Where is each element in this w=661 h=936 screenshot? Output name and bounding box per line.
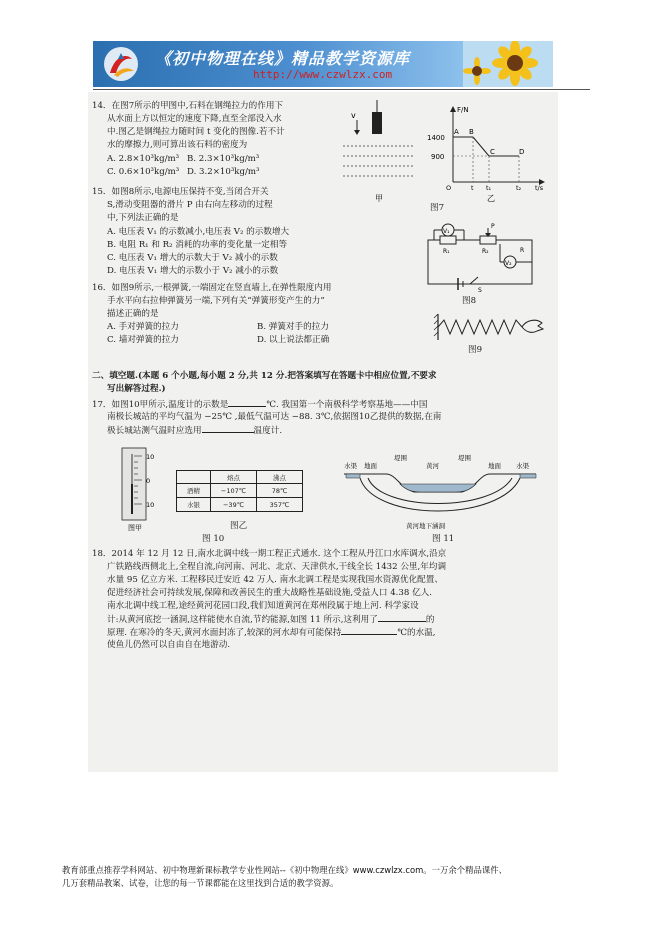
q17-line-2: 南极长城站的平均气温为 −25℃ ,最低气温可达 −88. 3℃,依据图10乙提供的数据,在南 bbox=[107, 412, 442, 422]
site-title: 《初中物理在线》精品教学资源库 bbox=[155, 49, 411, 68]
q16-option-d: D. 以上说法都正确 bbox=[257, 335, 330, 345]
figure-8-circuit bbox=[420, 222, 540, 294]
velocity-label: v bbox=[351, 111, 356, 120]
fig7-yi-graph bbox=[427, 106, 545, 203]
fig8-r: R bbox=[520, 247, 525, 254]
fig10-thermometer bbox=[110, 444, 170, 532]
fig8-r2: R₂ bbox=[482, 248, 489, 255]
fig11-canal-left: 水渠 bbox=[344, 462, 357, 470]
fig7-yi-label: 乙 bbox=[487, 194, 495, 203]
q14-line-2: 从水面上方以恒定的速度下降,直至全部没入水 bbox=[107, 114, 282, 124]
table-header-cell bbox=[177, 471, 211, 484]
hand-icon bbox=[522, 320, 543, 332]
table-header-cell: 沸点 bbox=[257, 471, 303, 484]
fig8-v1: V₁ bbox=[443, 228, 450, 235]
fig11-ground-right: 地面 bbox=[488, 462, 501, 470]
fig9-caption: 图9 bbox=[468, 345, 483, 355]
q14-line-4: 水的摩擦力,则可算出该石料的密度为 bbox=[107, 140, 248, 150]
table-cell: −107℃ bbox=[211, 484, 257, 498]
fig10-caption: 图 10 bbox=[202, 534, 225, 544]
table-cell: 酒精 bbox=[177, 484, 211, 498]
q15-line-1: 15．如图8所示,电源电压保持不变,当闭合开关 bbox=[92, 187, 269, 197]
q14-line-1: 14．在图7所示的甲图中,石料在钢绳拉力的作用下 bbox=[92, 101, 284, 111]
q16-line-2: 手水平向右拉伸弹簧另一端,下列有关“弹簧形变产生的力” bbox=[107, 296, 325, 306]
q18-line-7: 原理. 在寒冷的冬天,黄河水面封冻了,较深的河水却有可能保持 ℃的水温, bbox=[107, 628, 436, 638]
q18-blank-2[interactable] bbox=[341, 627, 397, 635]
site-logo-icon bbox=[101, 45, 141, 83]
q14-option-a: A. 2.8×10³kg/m³ bbox=[107, 154, 180, 164]
fig7-t2: t₂ bbox=[516, 184, 522, 192]
q18-line-8: 使鱼儿仍然可以自由自在地游动. bbox=[107, 640, 231, 650]
q15-option-b: B. 电阻 R₁ 和 R₂ 消耗的功率的变化量一定相等 bbox=[107, 240, 288, 250]
sunflower-icon bbox=[463, 41, 553, 87]
q15-option-c: C. 电压表 V₁ 增大的示数大于 V₂ 减小的示数 bbox=[107, 253, 278, 263]
fig7-point-d: D bbox=[519, 148, 525, 156]
spring-coil bbox=[438, 320, 522, 334]
q18-line-3: 水量 95 亿立方米. 工程移民迁安近 42 万人. 南水北调工程是实现我国水资源优化配置、 bbox=[107, 575, 443, 585]
q15-option-d: D. 电压表 V₁ 增大的示数小于 V₂ 减小的示数 bbox=[107, 266, 279, 276]
fig7-t1: t₁ bbox=[486, 184, 492, 192]
figure-9-spring bbox=[432, 312, 547, 342]
footer-line-2: 几万套精品教案、试卷，让您的每一节课都能在这里找到合适的教学资源。 bbox=[62, 878, 339, 888]
q14-option-b: B. 2.3×10³kg/m³ bbox=[187, 154, 260, 164]
fig11-caption: 图 11 bbox=[432, 534, 455, 544]
site-url[interactable]: http://www.czwlzx.com bbox=[253, 68, 393, 81]
table-header-row bbox=[177, 471, 303, 484]
table-cell: 357℃ bbox=[257, 498, 303, 512]
q16-option-b: B. 弹簧对手的拉力 bbox=[257, 322, 329, 332]
fig7-t: t bbox=[471, 184, 474, 192]
q17-blank-2[interactable] bbox=[202, 425, 254, 433]
fig7-caption: 图7 bbox=[430, 203, 445, 213]
q16-line-1: 16．如图9所示,一根弹簧,一端固定在竖直墙上,在弹性限度内用 bbox=[92, 283, 332, 293]
fig11-canal-right: 水渠 bbox=[516, 462, 529, 470]
footer-line-1: 教育部重点推荐学科网站、初中物理新课标教学专业性网站--《初中物理在线》www.czwlzx.com。一万余个精品课件、 bbox=[62, 865, 508, 875]
fig11-culvert-label: 黄河地下涵洞 bbox=[406, 522, 445, 530]
q16-option-c: C. 墙对弹簧的拉力 bbox=[107, 335, 179, 345]
fig10-jia-label: 图甲 bbox=[128, 524, 142, 532]
fig7-point-c: C bbox=[490, 148, 495, 156]
fig8-s: S bbox=[478, 287, 482, 294]
thermo-tick-10-bottom: 10 bbox=[146, 501, 155, 509]
fig11-dike-left: 堤围 bbox=[394, 454, 407, 462]
table-row bbox=[177, 484, 303, 498]
fig11-dike-right: 堤围 bbox=[458, 454, 471, 462]
fig7-xlabel: t/s bbox=[535, 184, 544, 192]
table-cell: 78℃ bbox=[257, 484, 303, 498]
fig7-origin: O bbox=[446, 184, 452, 192]
q18-blank-1[interactable] bbox=[378, 614, 426, 622]
q16-option-a: A. 手对弹簧的拉力 bbox=[107, 322, 179, 332]
page-footer bbox=[62, 864, 622, 890]
fig7-jia-label: 甲 bbox=[375, 194, 383, 203]
section2-line-1: 二、填空题.(本题 6 个小题,每小题 2 分,共 12 分.把答案填写在答题卡中相应位置,不要求 bbox=[92, 371, 437, 381]
q17-line-3: 极长城站测气温时应选用 温度计. bbox=[107, 426, 283, 436]
header-divider bbox=[93, 89, 590, 90]
table-header-cell: 熔点 bbox=[211, 471, 257, 484]
stone-block bbox=[372, 112, 382, 134]
q15-line-3: 中,下列法正确的是 bbox=[107, 213, 179, 223]
q14-option-c: C. 0.6×10³kg/m³ bbox=[107, 167, 180, 177]
q14-option-d: D. 3.2×10³kg/m³ bbox=[187, 167, 260, 177]
q16-line-3: 描述正确的是 bbox=[107, 309, 159, 319]
figure-7 bbox=[335, 98, 557, 210]
q15-option-a: A. 电压表 V₁ 的示数减小,电压表 V₂ 的示数增大 bbox=[107, 227, 290, 237]
fig11-yellow-river-diagram bbox=[340, 452, 540, 534]
q14-line-3: 中.图乙是钢绳拉力随时间 t 变化的图像.若不计 bbox=[107, 127, 285, 137]
header-banner bbox=[93, 41, 553, 87]
fig7-point-b: B bbox=[469, 128, 474, 136]
fig7-y900: 900 bbox=[431, 153, 445, 161]
q15-line-2: S,滑动变阻器的滑片 P 由右向左移动的过程 bbox=[107, 200, 273, 210]
fig7-ylabel: F/N bbox=[457, 106, 469, 114]
q18-line-2: 广铁路线西侧北上,全程自流,向河南、河北、北京、天津供水,干线全长 1432 公里,年均调 bbox=[107, 562, 447, 572]
fig8-v2: V₂ bbox=[505, 260, 512, 267]
table-cell: −39℃ bbox=[211, 498, 257, 512]
thermo-tick-0: 0 bbox=[146, 477, 151, 485]
q18-line-6: 计:从黄河底挖一涵洞,这样能使水自流,节约能源,如图 11 所示,这利用了 的 bbox=[107, 615, 435, 625]
table-row bbox=[177, 498, 303, 512]
q17-line-1: 17．如图10甲所示,温度计的示数是 ℃. 我国第一个南极科学考察基地——中国 bbox=[92, 400, 428, 410]
fig10-data-table bbox=[176, 470, 303, 512]
fig8-r1: R₁ bbox=[443, 248, 450, 255]
q18-line-4: 促进经济社会可持续发展,保障和改善民生的重大战略性基础设施,受益人口 4.38 亿人. bbox=[107, 588, 432, 598]
fig7-jia-diagram bbox=[343, 100, 415, 203]
fig7-y1400: 1400 bbox=[427, 134, 445, 142]
q18-line-1: 18．2014 年 12 月 12 日,南水北调中线一期工程正式通水. 这个工程从丹江口水库调水,沿京 bbox=[92, 549, 447, 559]
fig8-caption: 图8 bbox=[462, 296, 477, 306]
table-cell: 水银 bbox=[177, 498, 211, 512]
q17-blank-1[interactable] bbox=[228, 399, 266, 407]
section2-line-2: 写出解答过程.) bbox=[107, 384, 166, 394]
fig11-ground-left: 地面 bbox=[364, 462, 377, 470]
fig8-p: P bbox=[491, 223, 495, 230]
fig10-yi-label: 图乙 bbox=[230, 521, 248, 531]
fig7-point-a: A bbox=[454, 128, 459, 136]
fig11-yellow-river: 黄河 bbox=[426, 462, 439, 470]
q18-line-5: 南水北调中线工程,途经黄河花园口段,我们知道黄河在郑州段属于地上河. 科学家设 bbox=[107, 601, 419, 611]
thermo-tick-10-top: 10 bbox=[146, 453, 155, 461]
